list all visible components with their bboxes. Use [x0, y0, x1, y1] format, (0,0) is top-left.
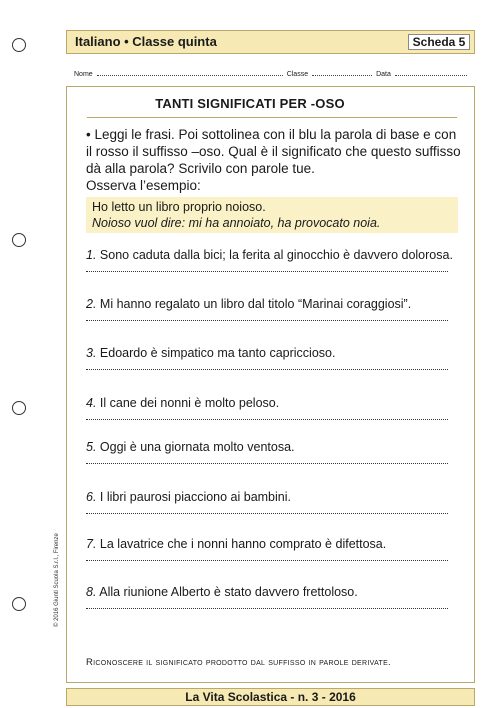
exercise-text: Oggi è una giornata molto ventosa.	[99, 440, 295, 454]
date-label: Data	[376, 71, 391, 78]
exercise-text: Sono caduta dalla bici; la ferita al ginocchio è davvero dolorosa.	[99, 248, 453, 262]
subject-label: Italiano • Classe quinta	[75, 34, 217, 49]
name-field[interactable]	[97, 69, 283, 76]
answer-line[interactable]	[86, 271, 448, 272]
binder-hole-1	[12, 38, 26, 52]
footer-bar: La Vita Scolastica - n. 3 - 2016	[66, 688, 475, 706]
title-divider	[87, 117, 457, 118]
answer-line[interactable]	[86, 369, 448, 370]
answer-line[interactable]	[86, 513, 448, 514]
sheet-label: Scheda 5	[408, 34, 470, 50]
worksheet-title: TANTI SIGNIFICATI PER -OSO	[155, 96, 345, 111]
exercise-text: Alla riunione Alberto è stato davvero frettoloso.	[99, 585, 358, 599]
exercise-1	[86, 248, 458, 262]
instructions-example-label: Osserva l’esempio:	[86, 178, 201, 193]
exercise-6	[86, 490, 458, 504]
learning-objective: Riconoscere il significato prodotto dal suffisso in parole derivate.	[86, 657, 392, 668]
answer-line[interactable]	[86, 320, 448, 321]
exercise-number: 8.	[86, 585, 97, 599]
exercise-number: 2.	[86, 297, 97, 311]
exercise-text: Mi hanno regalato un libro dal titolo “Marinai coraggiosi”.	[99, 297, 412, 311]
answer-line[interactable]	[86, 560, 448, 561]
student-info-row	[74, 69, 474, 78]
binder-hole-3	[12, 401, 26, 415]
exercise-number: 4.	[86, 396, 97, 410]
exercise-text: La lavatrice che i nonni hanno comprato è difettosa.	[99, 537, 387, 551]
binder-hole-2	[12, 233, 26, 247]
exercise-8	[86, 585, 458, 599]
copyright-note: © 2016 Giunti Scuola S.r.l., Firenze	[54, 533, 60, 627]
exercise-number: 6.	[86, 490, 97, 504]
exercise-3	[86, 346, 458, 360]
exercise-4	[86, 396, 458, 410]
answer-line[interactable]	[86, 419, 448, 420]
exercise-text: I libri paurosi piacciono ai bambini.	[99, 490, 291, 504]
date-field[interactable]	[395, 69, 467, 76]
exercise-number: 3.	[86, 346, 97, 360]
exercise-number: 5.	[86, 440, 97, 454]
example-meaning: Noioso vuol dire: mi ha annoiato, ha provocato noia.	[92, 216, 381, 230]
answer-line[interactable]	[86, 463, 448, 464]
exercise-number: 1.	[86, 248, 97, 262]
class-label: Classe	[286, 71, 309, 78]
exercise-5	[86, 440, 458, 454]
exercise-2	[86, 297, 458, 311]
exercise-text: Edoardo è simpatico ma tanto capriccioso.	[99, 346, 336, 360]
header-bar	[66, 30, 475, 54]
exercise-text: Il cane dei nonni è molto peloso.	[99, 396, 280, 410]
exercise-7	[86, 537, 458, 551]
exercise-number: 7.	[86, 537, 97, 551]
name-label: Nome	[74, 71, 93, 78]
class-field[interactable]	[312, 69, 372, 76]
binder-hole-4	[12, 597, 26, 611]
instructions	[86, 126, 461, 194]
instructions-text: • Leggi le frasi. Poi sottolinea con il blu la parola di base e con il rosso il suffisso –oso. Qual è il significato che questo suffisso dà alla parola? Scrivilo con parole tue.	[86, 127, 461, 176]
example-sentence: Ho letto un libro proprio noioso.	[92, 200, 266, 214]
answer-line[interactable]	[86, 608, 448, 609]
example-box	[86, 197, 458, 233]
